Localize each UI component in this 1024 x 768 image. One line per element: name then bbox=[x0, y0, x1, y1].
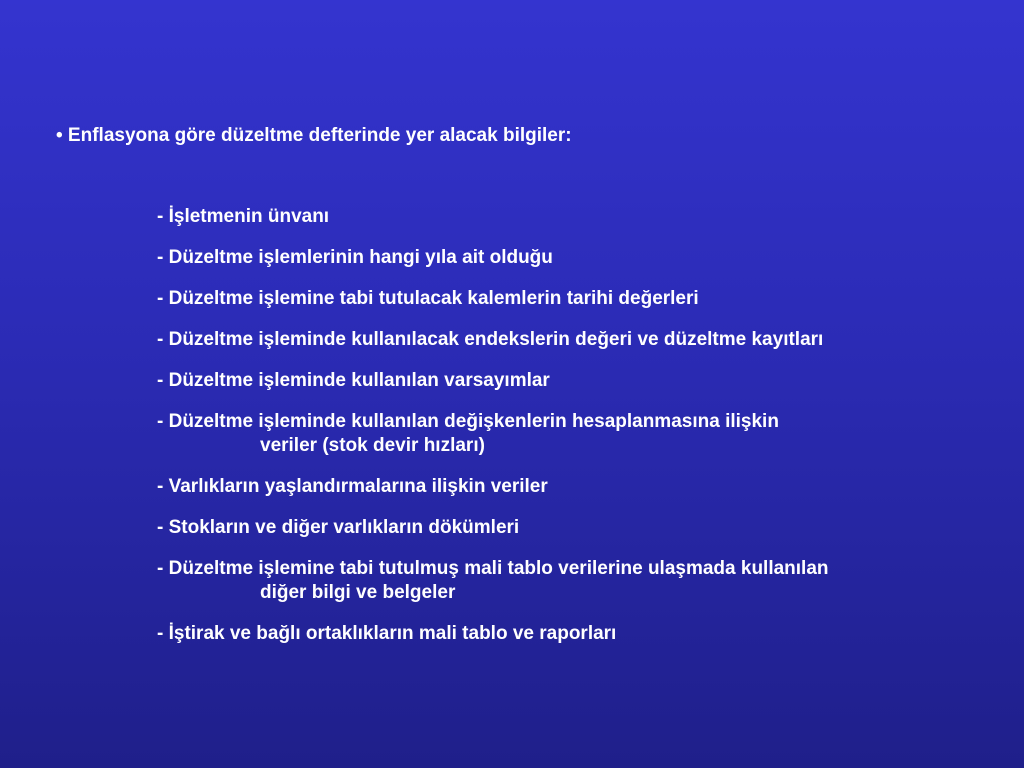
list-item bbox=[157, 475, 829, 499]
list-item bbox=[157, 516, 829, 540]
list-item bbox=[157, 287, 829, 311]
info-list bbox=[157, 205, 829, 663]
list-item bbox=[157, 246, 829, 270]
list-item bbox=[157, 622, 829, 646]
list-item bbox=[157, 369, 829, 393]
list-item-text: - Düzeltme işleminde kullanılan varsayımlar bbox=[157, 370, 550, 391]
list-item-continuation: veriler (stok devir hızları) bbox=[260, 435, 485, 456]
list-item-text: - Stokların ve diğer varlıkların dökümleri bbox=[157, 517, 520, 538]
list-item-text: - İşletmenin ünvanı bbox=[157, 206, 330, 227]
list-item bbox=[157, 557, 829, 605]
list-item bbox=[157, 410, 829, 458]
list-item-continuation: diğer bilgi ve belgeler bbox=[260, 582, 456, 603]
list-item-text: - Düzeltme işlemlerinin hangi yıla ait olduğu bbox=[157, 247, 553, 268]
list-item-text: - Düzeltme işlemine tabi tutulacak kalemlerin tarihi değerleri bbox=[157, 288, 699, 309]
list-item-text: - Düzeltme işleminde kullanılacak endekslerin değeri ve düzeltme kayıtları bbox=[157, 329, 824, 350]
list-item-text: - Düzeltme işleminde kullanılan değişkenlerin hesaplanmasına ilişkin bbox=[157, 411, 779, 432]
list-item bbox=[157, 205, 829, 229]
list-item-text: - Düzeltme işlemine tabi tutulmuş mali tablo verilerine ulaşmada kullanılan bbox=[157, 558, 829, 579]
list-item bbox=[157, 328, 829, 352]
slide-heading: • Enflasyona göre düzeltme defterinde yer alacak bilgiler: bbox=[56, 125, 572, 146]
list-item-text: - Varlıkların yaşlandırmalarına ilişkin veriler bbox=[157, 476, 548, 497]
list-item-text: - İştirak ve bağlı ortaklıkların mali tablo ve raporları bbox=[157, 623, 617, 644]
